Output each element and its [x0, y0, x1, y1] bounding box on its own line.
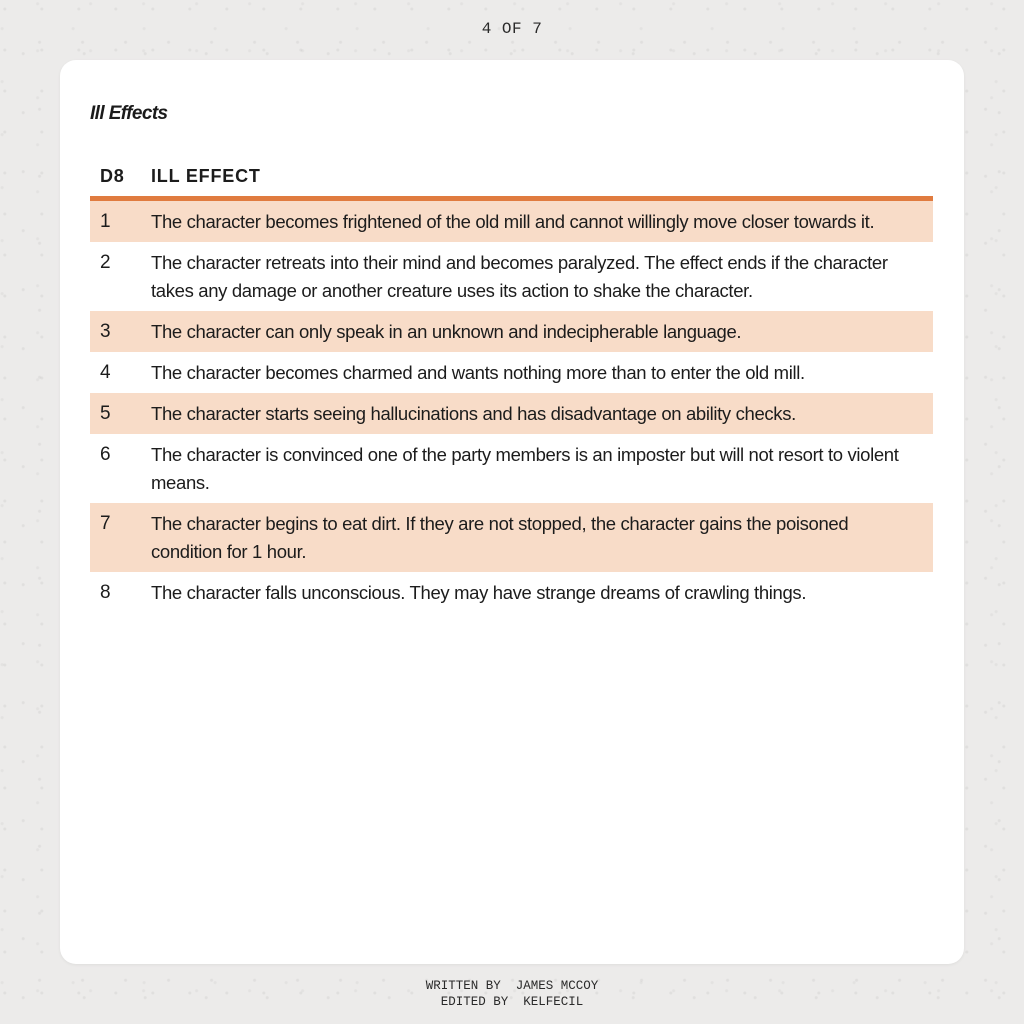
row-roll: 2 [100, 252, 111, 273]
table-row [90, 311, 933, 352]
ill-effects-table [90, 156, 933, 613]
header-die: D8 [100, 165, 125, 186]
table-row [90, 352, 933, 393]
row-effect: The character starts seeing hallucinations and has disadvantage on ability checks. [151, 403, 796, 424]
table-row [90, 393, 933, 434]
row-effect: The character is convinced one of the party members is an imposter but will not resort to violent means. [151, 444, 899, 493]
row-roll: 6 [100, 444, 111, 465]
row-roll: 5 [100, 403, 111, 424]
table-row [90, 503, 933, 572]
table-row [90, 572, 933, 613]
table-row [90, 242, 933, 311]
header-ill-effect: ILL EFFECT [151, 165, 261, 186]
written-by-credit: WRITTEN BY JAMES MCCOY [425, 979, 599, 993]
table-row [90, 201, 933, 242]
section-title: Ill Effects [90, 103, 168, 124]
row-effect: The character begins to eat dirt. If they are not stopped, the character gains the poisoned condition for 1 hour. [151, 513, 849, 562]
content-card [60, 60, 964, 964]
row-effect: The character becomes charmed and wants nothing more than to enter the old mill. [151, 362, 805, 383]
table-row [90, 434, 933, 503]
row-roll: 8 [100, 582, 111, 603]
row-roll: 7 [100, 513, 111, 534]
row-effect: The character falls unconscious. They may have strange dreams of crawling things. [151, 582, 807, 603]
credits-footer [0, 978, 1024, 1010]
row-effect: The character retreats into their mind and becomes paralyzed. The effect ends if the character takes any damage or another creature uses its action to shake the character. [151, 252, 888, 301]
row-effect: The character can only speak in an unknown and indecipherable language. [151, 321, 742, 342]
row-roll: 3 [100, 321, 111, 342]
page-number: 4 OF 7 [481, 20, 543, 38]
row-effect: The character becomes frightened of the old mill and cannot willingly move closer towards it. [151, 211, 875, 232]
row-roll: 4 [100, 362, 111, 383]
row-roll: 1 [100, 211, 111, 232]
edited-by-credit: EDITED BY KELFECIL [440, 995, 584, 1009]
table-header [90, 156, 933, 201]
